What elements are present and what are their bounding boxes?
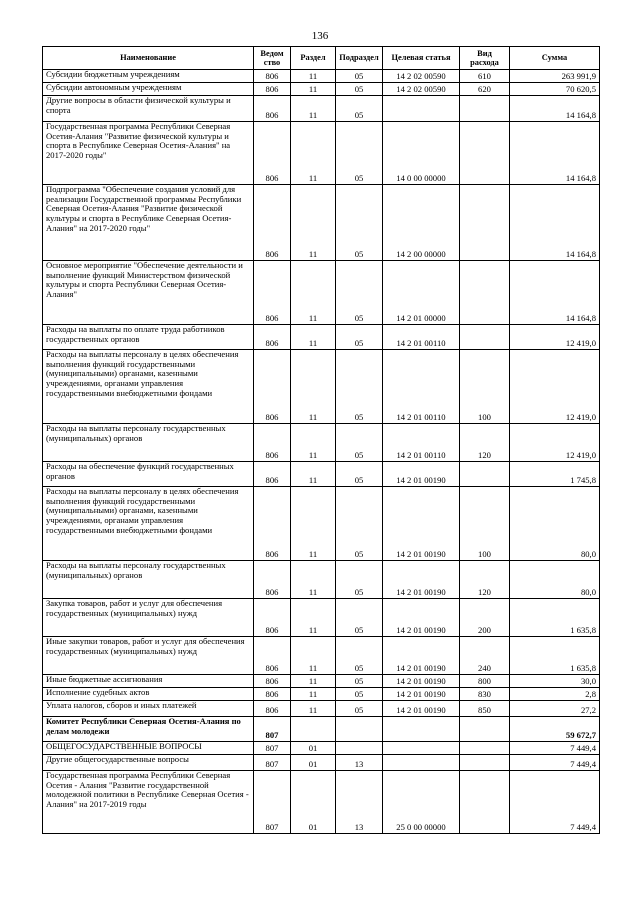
cell-vedomstvo: 806 — [254, 70, 291, 83]
cell-target: 14 2 01 00110 — [383, 424, 460, 462]
table-row — [43, 487, 600, 561]
cell-sum: 14 164,8 — [510, 261, 600, 325]
cell-vid — [460, 742, 510, 755]
cell-razdel: 11 — [291, 70, 336, 83]
cell-vedomstvo: 806 — [254, 561, 291, 599]
cell-name: Расходы на выплаты персоналу государственных (муниципальных) органов — [43, 561, 254, 599]
table-row — [43, 185, 600, 261]
cell-sum: 14 164,8 — [510, 96, 600, 122]
cell-target: 14 2 02 00590 — [383, 70, 460, 83]
cell-sum: 7 449,4 — [510, 771, 600, 834]
header-sum: Сумма — [510, 47, 600, 70]
table-row — [43, 122, 600, 185]
cell-vedomstvo: 806 — [254, 261, 291, 325]
cell-podrazdel: 05 — [336, 185, 383, 261]
cell-vedomstvo: 807 — [254, 742, 291, 755]
cell-razdel: 11 — [291, 424, 336, 462]
cell-name: Иные закупки товаров, работ и услуг для обеспечения государственных (муниципальных) нужд — [43, 637, 254, 675]
table-row — [43, 637, 600, 675]
table-row — [43, 688, 600, 701]
cell-vedomstvo: 806 — [254, 83, 291, 96]
cell-sum: 27,2 — [510, 701, 600, 717]
cell-sum: 1 635,8 — [510, 637, 600, 675]
cell-podrazdel: 05 — [336, 261, 383, 325]
cell-vedomstvo: 807 — [254, 771, 291, 834]
cell-vid — [460, 122, 510, 185]
cell-razdel: 11 — [291, 350, 336, 424]
cell-sum: 59 672,7 — [510, 717, 600, 742]
cell-vedomstvo: 806 — [254, 487, 291, 561]
page-number: 136 — [311, 30, 329, 42]
cell-vid — [460, 462, 510, 487]
table-row — [43, 261, 600, 325]
cell-target — [383, 755, 460, 771]
cell-podrazdel: 05 — [336, 637, 383, 675]
cell-target: 14 2 01 00110 — [383, 325, 460, 350]
cell-vedomstvo: 806 — [254, 688, 291, 701]
cell-sum: 7 449,4 — [510, 742, 600, 755]
cell-target — [383, 742, 460, 755]
cell-razdel: 11 — [291, 637, 336, 675]
cell-sum: 14 164,8 — [510, 185, 600, 261]
cell-name: Закупка товаров, работ и услуг для обеспечения государственных (муниципальных) нужд — [43, 599, 254, 637]
cell-name: Иные бюджетные ассигнования — [43, 675, 254, 688]
cell-vedomstvo: 806 — [254, 350, 291, 424]
cell-razdel: 11 — [291, 688, 336, 701]
cell-name: Расходы на обеспечение функций государственных органов — [43, 462, 254, 487]
cell-podrazdel: 13 — [336, 771, 383, 834]
cell-razdel: 11 — [291, 462, 336, 487]
cell-razdel: 01 — [291, 755, 336, 771]
cell-podrazdel — [336, 742, 383, 755]
cell-vid: 100 — [460, 350, 510, 424]
cell-sum: 2,8 — [510, 688, 600, 701]
cell-target: 14 2 01 00190 — [383, 599, 460, 637]
cell-target: 14 2 01 00190 — [383, 561, 460, 599]
cell-razdel: 11 — [291, 701, 336, 717]
cell-target: 14 2 01 00190 — [383, 701, 460, 717]
table-row — [43, 96, 600, 122]
cell-razdel: 11 — [291, 83, 336, 96]
cell-name: Другие вопросы в области физической культуры и спорта — [43, 96, 254, 122]
cell-vedomstvo: 806 — [254, 122, 291, 185]
cell-target: 14 2 02 00590 — [383, 83, 460, 96]
cell-sum: 80,0 — [510, 487, 600, 561]
cell-vedomstvo: 806 — [254, 701, 291, 717]
cell-name: Комитет Республики Северная Осетия-Алания по делам молодежи — [43, 717, 254, 742]
cell-target: 25 0 00 00000 — [383, 771, 460, 834]
cell-podrazdel: 05 — [336, 424, 383, 462]
cell-name: Субсидии автономным учреждениям — [43, 83, 254, 96]
cell-target: 14 0 00 00000 — [383, 122, 460, 185]
cell-sum: 30,0 — [510, 675, 600, 688]
header-target: Целевая статья — [383, 47, 460, 70]
table-row — [43, 717, 600, 742]
cell-vid — [460, 96, 510, 122]
cell-target: 14 2 01 00190 — [383, 487, 460, 561]
cell-target: 14 2 01 00190 — [383, 637, 460, 675]
table-body — [43, 70, 600, 834]
cell-razdel: 11 — [291, 561, 336, 599]
cell-vedomstvo: 806 — [254, 325, 291, 350]
cell-razdel: 11 — [291, 325, 336, 350]
header-podrazdel: Подраздел — [336, 47, 383, 70]
cell-sum: 80,0 — [510, 561, 600, 599]
table-row — [43, 83, 600, 96]
cell-vid: 850 — [460, 701, 510, 717]
cell-sum: 1 745,8 — [510, 462, 600, 487]
cell-vid: 620 — [460, 83, 510, 96]
cell-vid — [460, 325, 510, 350]
table-row — [43, 350, 600, 424]
cell-target: 14 2 01 00190 — [383, 675, 460, 688]
cell-target: 14 2 01 00190 — [383, 688, 460, 701]
cell-podrazdel: 05 — [336, 675, 383, 688]
cell-vedomstvo: 806 — [254, 185, 291, 261]
cell-name: Субсидии бюджетным учреждениям — [43, 70, 254, 83]
cell-razdel: 01 — [291, 742, 336, 755]
cell-target: 14 2 01 00000 — [383, 261, 460, 325]
table-row — [43, 599, 600, 637]
cell-sum: 12 419,0 — [510, 424, 600, 462]
cell-podrazdel: 05 — [336, 688, 383, 701]
table-row — [43, 675, 600, 688]
cell-sum: 12 419,0 — [510, 350, 600, 424]
cell-podrazdel: 05 — [336, 83, 383, 96]
cell-vid: 610 — [460, 70, 510, 83]
cell-vid — [460, 185, 510, 261]
cell-vedomstvo: 807 — [254, 717, 291, 742]
table-row — [43, 561, 600, 599]
cell-vedomstvo: 806 — [254, 462, 291, 487]
cell-name: Другие общегосударственные вопросы — [43, 755, 254, 771]
cell-name: ОБЩЕГОСУДАРСТВЕННЫЕ ВОПРОСЫ — [43, 742, 254, 755]
cell-target: 14 2 01 00190 — [383, 462, 460, 487]
cell-razdel: 11 — [291, 599, 336, 637]
budget-table — [42, 46, 600, 834]
table-row — [43, 424, 600, 462]
cell-podrazdel: 13 — [336, 755, 383, 771]
cell-vid — [460, 755, 510, 771]
cell-vedomstvo: 807 — [254, 755, 291, 771]
cell-vedomstvo: 806 — [254, 96, 291, 122]
cell-razdel: 11 — [291, 96, 336, 122]
table-row — [43, 755, 600, 771]
table-row — [43, 701, 600, 717]
cell-vedomstvo: 806 — [254, 424, 291, 462]
cell-name: Уплата налогов, сборов и иных платежей — [43, 701, 254, 717]
cell-razdel: 11 — [291, 185, 336, 261]
cell-razdel: 01 — [291, 771, 336, 834]
cell-sum: 7 449,4 — [510, 755, 600, 771]
table-row — [43, 325, 600, 350]
cell-vid: 830 — [460, 688, 510, 701]
cell-razdel: 11 — [291, 261, 336, 325]
cell-name: Государственная программа Республики Северная Осетия - Алания "Развитие государственной молодежной политики в Республике Северная Осетия - Алания" на 2017-2019 годы — [43, 771, 254, 834]
cell-podrazdel — [336, 717, 383, 742]
cell-name: Расходы на выплаты персоналу в целях обеспечения выполнения функций государственными (муниципальными) органами, казенными учреждениями, органами управления государственными внебюджетными фондами — [43, 350, 254, 424]
cell-podrazdel: 05 — [336, 599, 383, 637]
cell-vid — [460, 261, 510, 325]
cell-name: Расходы на выплаты персоналу в целях обеспечения выполнения функций государственными (муниципальными) органами, казенными учреждениями, органами управления государственными внебюджетными фондами — [43, 487, 254, 561]
cell-name: Государственная программа Республики Северная Осетия-Алания "Развитие физической культуры и спорта в Республике Северная Осетия-Алания" на 2017-2020 годы" — [43, 122, 254, 185]
table-header-row — [43, 47, 600, 70]
table-row — [43, 771, 600, 834]
header-name: Наименование — [43, 47, 254, 70]
cell-vid — [460, 717, 510, 742]
cell-podrazdel: 05 — [336, 350, 383, 424]
cell-podrazdel: 05 — [336, 462, 383, 487]
table-row — [43, 462, 600, 487]
cell-name: Расходы на выплаты персоналу государственных (муниципальных) органов — [43, 424, 254, 462]
cell-podrazdel: 05 — [336, 122, 383, 185]
cell-razdel: 11 — [291, 487, 336, 561]
cell-target — [383, 96, 460, 122]
cell-sum: 14 164,8 — [510, 122, 600, 185]
cell-vedomstvo: 806 — [254, 599, 291, 637]
cell-vedomstvo: 806 — [254, 637, 291, 675]
cell-target: 14 2 01 00110 — [383, 350, 460, 424]
cell-sum: 1 635,8 — [510, 599, 600, 637]
cell-name: Исполнение судебных актов — [43, 688, 254, 701]
header-vid: Вид расхода — [460, 47, 510, 70]
cell-vid: 120 — [460, 561, 510, 599]
cell-podrazdel: 05 — [336, 325, 383, 350]
cell-podrazdel: 05 — [336, 70, 383, 83]
header-razdel: Раздел — [291, 47, 336, 70]
cell-podrazdel: 05 — [336, 561, 383, 599]
table-row — [43, 70, 600, 83]
cell-vid — [460, 771, 510, 834]
cell-razdel: 11 — [291, 122, 336, 185]
cell-razdel — [291, 717, 336, 742]
cell-vid: 100 — [460, 487, 510, 561]
cell-razdel: 11 — [291, 675, 336, 688]
cell-vid: 800 — [460, 675, 510, 688]
header-vedomstvo: Ведом ство — [254, 47, 291, 70]
cell-sum: 70 620,5 — [510, 83, 600, 96]
cell-podrazdel: 05 — [336, 96, 383, 122]
cell-target — [383, 717, 460, 742]
cell-sum: 263 991,9 — [510, 70, 600, 83]
cell-vid: 200 — [460, 599, 510, 637]
cell-sum: 12 419,0 — [510, 325, 600, 350]
cell-vedomstvo: 806 — [254, 675, 291, 688]
cell-name: Подпрограмма "Обеспечение создания условий для реализации Государственной программы Республики Северная Осетия-Алания "Развитие физической культуры и спорта в Республике Северная Осетия-Алания" на 2017-2020 годы" — [43, 185, 254, 261]
table-row — [43, 742, 600, 755]
cell-vid: 240 — [460, 637, 510, 675]
cell-name: Расходы на выплаты по оплате труда работников государственных органов — [43, 325, 254, 350]
cell-podrazdel: 05 — [336, 487, 383, 561]
cell-podrazdel: 05 — [336, 701, 383, 717]
cell-name: Основное мероприятие "Обеспечение деятельности и выполнение функций Министерством физической культуры и спорта Республики Северная Осетия-Алания" — [43, 261, 254, 325]
cell-vid: 120 — [460, 424, 510, 462]
cell-target: 14 2 00 00000 — [383, 185, 460, 261]
